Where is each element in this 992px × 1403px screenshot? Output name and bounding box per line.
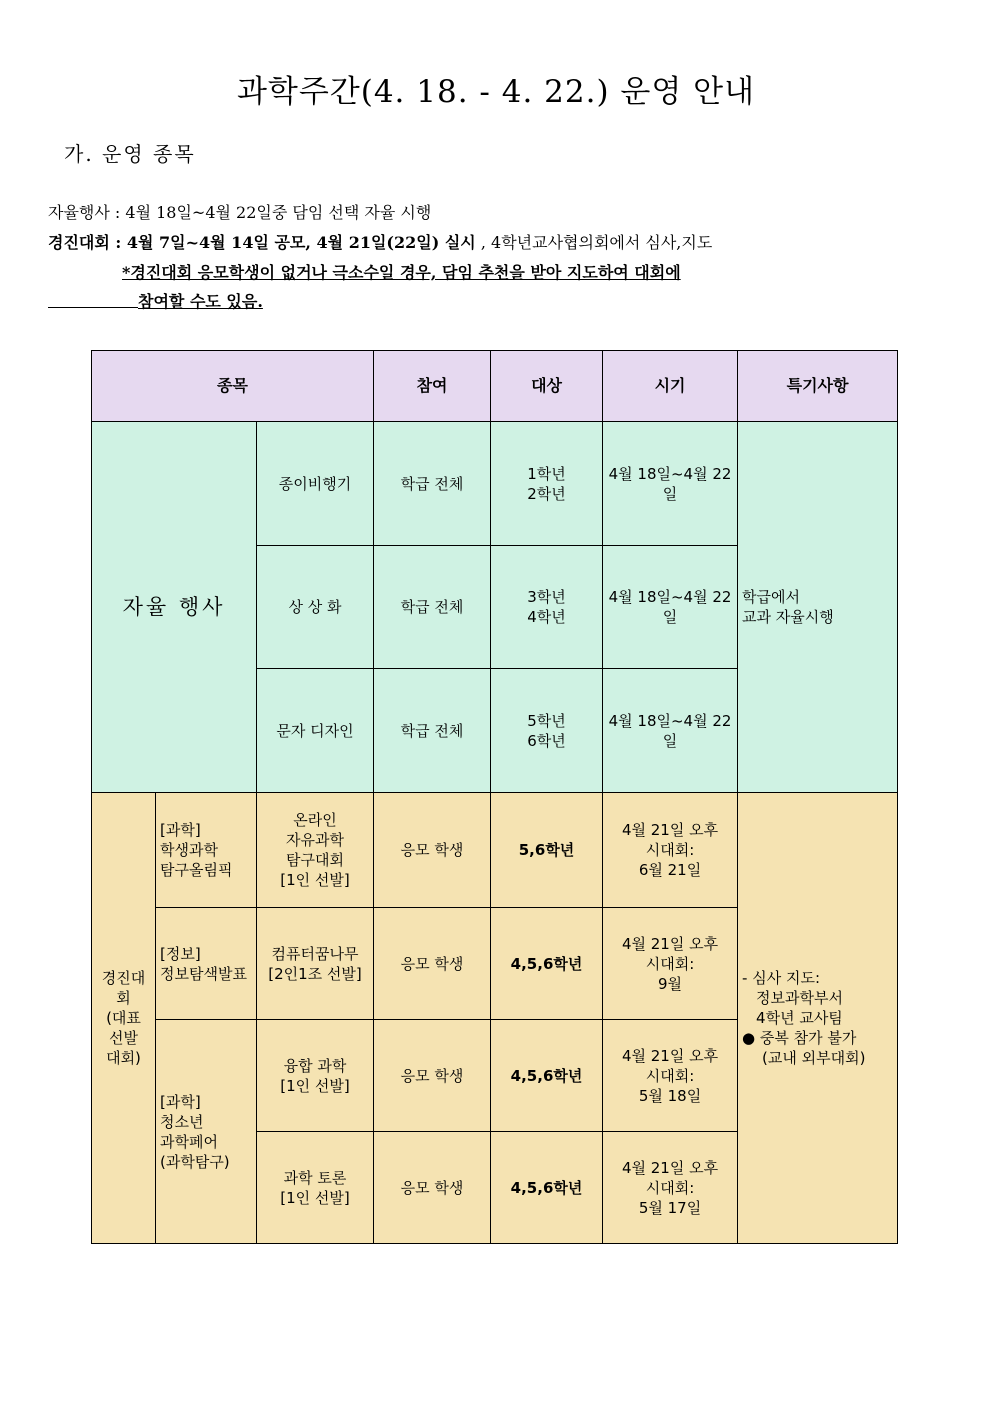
note-line: 교과 자율시행 (742, 608, 834, 626)
period-cell: 4월 18일~4월 22일 (603, 669, 738, 793)
item-cell (257, 1132, 374, 1244)
target-cell: 5,6학년 (491, 793, 603, 908)
schedule-table (91, 350, 898, 1244)
label-line: (대표 (106, 1009, 141, 1027)
participation-cell: 학급 전체 (374, 422, 491, 546)
contest-schedule-bold: 경진대회 : 4월 7일~4월 14일 공모, 4월 21일(22일) 실시 (48, 233, 476, 252)
participation-cell: 응모 학생 (374, 793, 491, 908)
participation-cell: 응모 학생 (374, 908, 491, 1020)
category-line: 탐구올림픽 (160, 861, 233, 879)
target-cell: 4,5,6학년 (491, 908, 603, 1020)
label-line: 대회) (106, 1049, 141, 1067)
header-participation: 참여 (374, 351, 491, 422)
category-cell (156, 1020, 257, 1244)
target-cell (491, 546, 603, 669)
target-line: 6학년 (527, 731, 566, 750)
period-line: 6월 21일 (638, 861, 702, 879)
period-line: 5월 17일 (638, 1198, 702, 1217)
note-line: (교내 외부대회) (762, 1049, 866, 1067)
target-cell (491, 422, 603, 546)
participation-cell: 학급 전체 (374, 669, 491, 793)
target-line: 5학년 (527, 711, 566, 730)
item-cell: 상 상 화 (257, 546, 374, 669)
item-cell: 종이비행기 (257, 422, 374, 546)
label-line: 경진대회 (101, 969, 146, 1007)
participation-cell: 응모 학생 (374, 1132, 491, 1244)
table-row (92, 422, 898, 546)
item-line: [2인1조 선발] (268, 964, 362, 983)
period-cell (603, 793, 738, 908)
note-line-2: 참여할 수도 있음. (138, 292, 263, 311)
period-line: 시대회: (645, 841, 695, 859)
period-line: 4월 21일 오후 (621, 1046, 719, 1065)
table-row (92, 793, 898, 908)
participation-cell: 학급 전체 (374, 546, 491, 669)
item-line: [1인 선발] (280, 871, 350, 889)
header-item: 종목 (92, 351, 374, 422)
note-line: - 심사 지도: (742, 969, 820, 987)
category-line: (과학탐구) (160, 1152, 230, 1171)
page-title: 과학주간(4. 18. - 4. 22.) 운영 안내 (236, 74, 756, 110)
header-target: 대상 (491, 351, 603, 422)
period-line: 시대회: (645, 1178, 695, 1197)
category-line: [과학] (160, 821, 201, 839)
item-line: [1인 선발] (280, 1076, 350, 1095)
category-line: [과학] (160, 1092, 201, 1111)
period-cell: 4월 18일~4월 22일 (603, 422, 738, 546)
participation-cell: 응모 학생 (374, 1020, 491, 1132)
category-line: 청소년 (160, 1112, 204, 1131)
target-cell: 4,5,6학년 (491, 1132, 603, 1244)
target-line: 2학년 (527, 484, 566, 503)
item-line: 융합 과학 (283, 1056, 347, 1075)
section-heading: 가. 운영 종목 (64, 142, 196, 166)
header-row (92, 351, 898, 422)
period-line: 시대회: (645, 1066, 695, 1085)
item-cell (257, 1020, 374, 1132)
period-cell (603, 908, 738, 1020)
contest-schedule-rest: , 4학년교사협의회에서 심사,지도 (475, 233, 713, 252)
period-line: 4월 21일 오후 (621, 1158, 719, 1177)
item-line: 컴퓨터꿈나무 (271, 944, 359, 963)
item-line: 자유과학 (286, 831, 344, 849)
category-line: 과학페어 (160, 1132, 218, 1151)
self-event-label: 자율 행사 (92, 422, 257, 793)
header-notes: 특기사항 (738, 351, 898, 422)
note-line: 정보과학부서 (756, 989, 843, 1007)
item-cell (257, 908, 374, 1020)
note-line: 학급에서 (742, 588, 800, 606)
item-line: 온라인 (293, 811, 337, 829)
category-cell (156, 908, 257, 1020)
contest-note (738, 793, 898, 1244)
target-cell (491, 669, 603, 793)
period-line: 5월 18일 (638, 1086, 702, 1105)
period-cell (603, 1020, 738, 1132)
target-line: 4학년 (527, 608, 566, 626)
label-line: 선발 (109, 1029, 138, 1047)
item-cell: 문자 디자인 (257, 669, 374, 793)
item-cell (257, 793, 374, 908)
category-line: 학생과학 (160, 841, 218, 859)
intro-line-contest (48, 230, 712, 253)
period-line: 4월 21일 오후 (621, 934, 719, 953)
intro-line-self-event: 자율행사 : 4월 18일~4월 22일중 담임 선택 자율 시행 (48, 203, 432, 222)
item-line: 과학 토론 (283, 1168, 347, 1187)
period-cell (603, 1132, 738, 1244)
item-line: 탐구대회 (286, 851, 344, 869)
category-cell (156, 793, 257, 908)
header-period: 시기 (603, 351, 738, 422)
self-event-note (738, 422, 898, 793)
period-line: 시대회: (645, 954, 695, 973)
period-line: 9월 (658, 974, 683, 993)
note-line: 4학년 교사팀 (756, 1009, 843, 1027)
category-line: 정보탐색발표 (160, 964, 247, 983)
note-underline (48, 307, 138, 308)
contest-label (92, 793, 156, 1244)
period-line: 4월 21일 오후 (621, 821, 719, 839)
item-line: [1인 선발] (280, 1188, 350, 1207)
target-cell: 4,5,6학년 (491, 1020, 603, 1132)
note-line: ● 중복 참가 불가 (742, 1029, 857, 1047)
target-line: 1학년 (527, 464, 566, 483)
target-line: 3학년 (527, 588, 566, 606)
period-cell: 4월 18일~4월 22일 (603, 546, 738, 669)
category-line: [정보] (160, 944, 201, 963)
note-line-1: *경진대회 응모학생이 없거나 극소수일 경우, 담임 추천을 받아 지도하여 대회에 (122, 263, 681, 282)
